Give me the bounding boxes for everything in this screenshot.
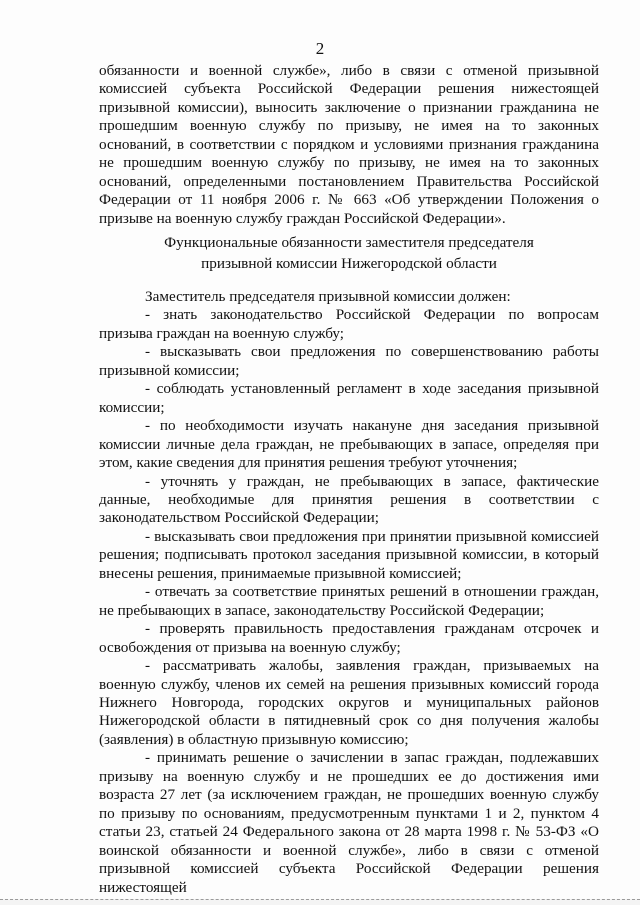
section-title-line-2: призывной комиссии Нижегородской области [201,254,497,272]
duty-item-6: - высказывать свои предложения при принятии призывной комиссией решения; подписывать протокол заседания призывной комиссии, в который внесены решения, принимаемые призывной комиссией; [99,527,599,582]
duty-item-1: - знать законодательство Российской Федерации по вопросам призыва граждан на военную службу; [99,306,599,342]
intro-paragraph: обязанности и военной службе», либо в связи с отменой призывной комиссией субъекта Российской Федерации решения нижестоящей призывной комиссии), выносить заключение о признании гражданина не прошедшим военную службу по призыву, не имея на то законных оснований, в соответствии с порядком и условиями признания гражданина не прошедшим военную службу по призыву, не имея на то законных оснований, определенными постановлением Правительства Российской Федерации от 11 ноября 2006 г. № 663 «Об утверждении Положения о призыве на военную службу граждан Российской Федерации». [99,62,599,227]
section-title [99,233,599,274]
duty-item-7: - отвечать за соответствие принятых решений в отношении граждан, не пребывающих в запасе, законодательству Российской Федерации; [99,583,599,619]
section-title-line-1: Функциональные обязанности заместителя председателя [164,234,534,251]
duty-item-10: - принимать решение о зачислении в запас граждан, подлежавших призыву на военную службу и не прошедших ее до достижения ими возраста 27 лет (за исключением граждан, не прошедших военную службу по призыву по основаниям, предусмотренным пунктами 1 и 2, пунктом 4 статьи 23, статьей 24 Федерального закона от 28 марта 1998 г. № 53-ФЗ «О воинской обязанности и военной службе», либо в связи с отменой призывной комиссией субъекта Российской Федерации решения нижестоящей [99,749,599,896]
duty-item-2: - высказывать свои предложения по совершенствованию работы призывной комиссии; [99,343,599,379]
duty-item-4: - по необходимости изучать накануне дня заседания призывной комиссии личные дела граждан, не пребывающих в запасе, определяя при этом, какие сведения для принятия решения требуют уточнения; [99,417,599,472]
scan-edge [0,899,640,905]
duty-item-9: - рассматривать жалобы, заявления граждан, призываемых на военную службу, членов их семей на решения призывных комиссий города Нижнего Новгорода, городских округов и муниципальных районов Нижегородской области в пятидневный срок со дня получения жалобы (заявления) в областную призывную комиссию; [99,657,599,748]
page-number: 2 [315,39,325,58]
duty-item-5: - уточнять у граждан, не пребывающих в запасе, фактические данные, необходимые для принятия решения в соответствии с законодательством Российской Федерации; [99,472,599,527]
duty-item-8: - проверять правильность предоставления гражданам отсрочек и освобождения от призыва на военную службу; [99,620,599,656]
intro-section [99,62,599,228]
duties-section [99,288,599,897]
duty-item-3: - соблюдать установленный регламент в ходе заседания призывной комиссии; [99,380,599,416]
lead-in: Заместитель председателя призывной комиссии должен: [145,288,511,305]
